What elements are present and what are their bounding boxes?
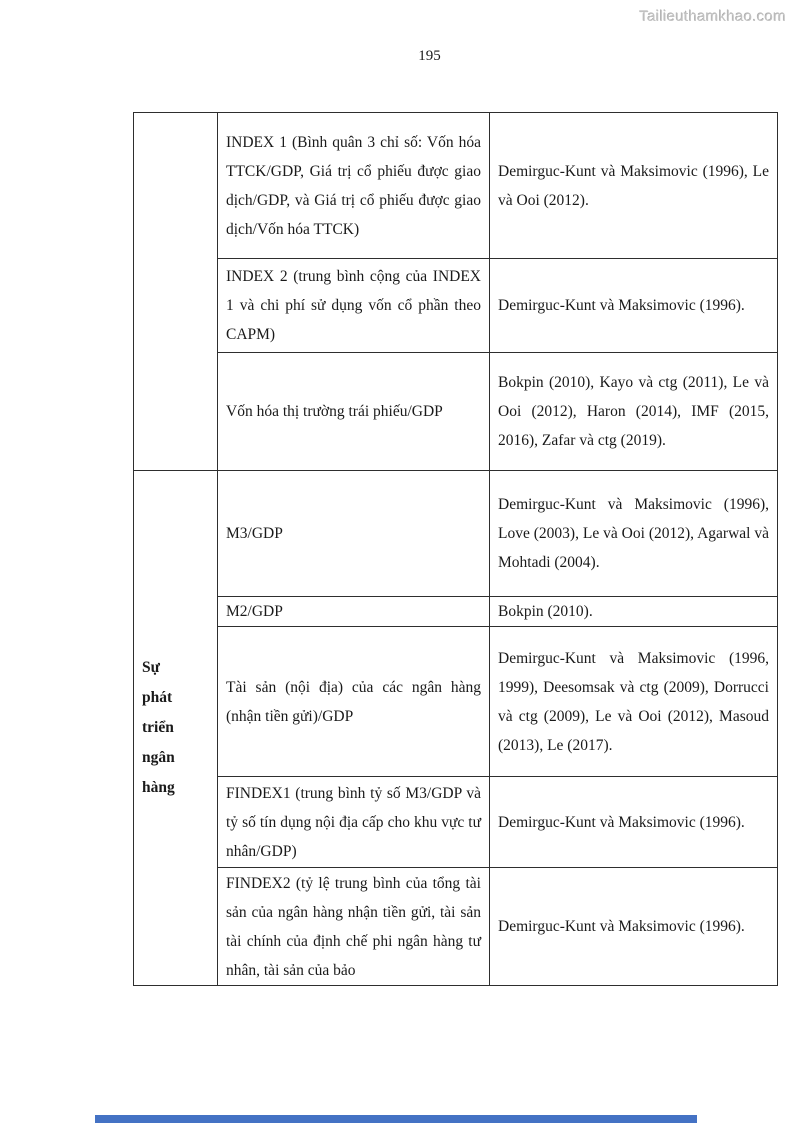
group-label-line: Sự bbox=[142, 659, 160, 676]
source-cell: Demirguc-Kunt và Maksimovic (1996), Love (2003), Le và Ooi (2012), Agarwal và Mohtadi (2004). bbox=[490, 471, 778, 597]
footer-bar bbox=[95, 1115, 697, 1123]
indicator-cell: FINDEX1 (trung bình tỷ số M3/GDP và tỷ số tín dụng nội địa cấp cho khu vực tư nhân/GDP) bbox=[218, 777, 490, 868]
source-cell: Demirguc-Kunt và Maksimovic (1996, 1999), Deesomsak và ctg (2009), Dorrucci và ctg (2009), Le và Ooi (2012), Masoud (2013), Le (2017). bbox=[490, 627, 778, 777]
indicator-cell: M3/GDP bbox=[218, 471, 490, 597]
source-cell: Demirguc-Kunt và Maksimovic (1996). bbox=[490, 777, 778, 868]
source-cell: Demirguc-Kunt và Maksimovic (1996), Le và Ooi (2012). bbox=[490, 113, 778, 259]
indicator-cell: INDEX 2 (trung bình cộng của INDEX 1 và chi phí sử dụng vốn cổ phần theo CAPM) bbox=[218, 259, 490, 353]
watermark-text: Tailieuthamkhao.com bbox=[639, 8, 786, 25]
group-label-line: phát bbox=[142, 689, 173, 706]
table-row bbox=[134, 868, 778, 986]
reference-table bbox=[133, 112, 778, 986]
indicator-cell: Vốn hóa thị trường trái phiếu/GDP bbox=[218, 353, 490, 471]
source-cell: Demirguc-Kunt và Maksimovic (1996). bbox=[490, 868, 778, 986]
table-row bbox=[134, 597, 778, 627]
page-number: 195 bbox=[418, 48, 441, 64]
table-row bbox=[134, 259, 778, 353]
table-row bbox=[134, 627, 778, 777]
group-label-line: ngân bbox=[142, 749, 175, 766]
group-label-line: hàng bbox=[142, 779, 175, 796]
table-row bbox=[134, 113, 778, 259]
group2-label-cell bbox=[134, 471, 218, 986]
group1-spacer-cell bbox=[134, 113, 218, 471]
indicator-cell: INDEX 1 (Bình quân 3 chỉ số: Vốn hóa TTCK/GDP, Giá trị cổ phiếu được giao dịch/GDP, và Giá trị cổ phiếu được giao dịch/Vốn hóa TTCK) bbox=[218, 113, 490, 259]
table-row bbox=[134, 353, 778, 471]
indicator-cell: FINDEX2 (tỷ lệ trung bình của tổng tài sản của ngân hàng nhận tiền gửi, tài sản tài chính của định chế phi ngân hàng tư nhân, tài sản của bảo bbox=[218, 868, 490, 986]
indicator-cell: M2/GDP bbox=[218, 597, 490, 627]
source-cell: Bokpin (2010). bbox=[490, 597, 778, 627]
table-row bbox=[134, 777, 778, 868]
indicator-cell: Tài sản (nội địa) của các ngân hàng (nhận tiền gửi)/GDP bbox=[218, 627, 490, 777]
table-row bbox=[134, 471, 778, 597]
group-label-line: triển bbox=[142, 719, 174, 736]
source-cell: Demirguc-Kunt và Maksimovic (1996). bbox=[490, 259, 778, 353]
source-cell: Bokpin (2010), Kayo và ctg (2011), Le và Ooi (2012), Haron (2014), IMF (2015, 2016), Zafar và ctg (2019). bbox=[490, 353, 778, 471]
